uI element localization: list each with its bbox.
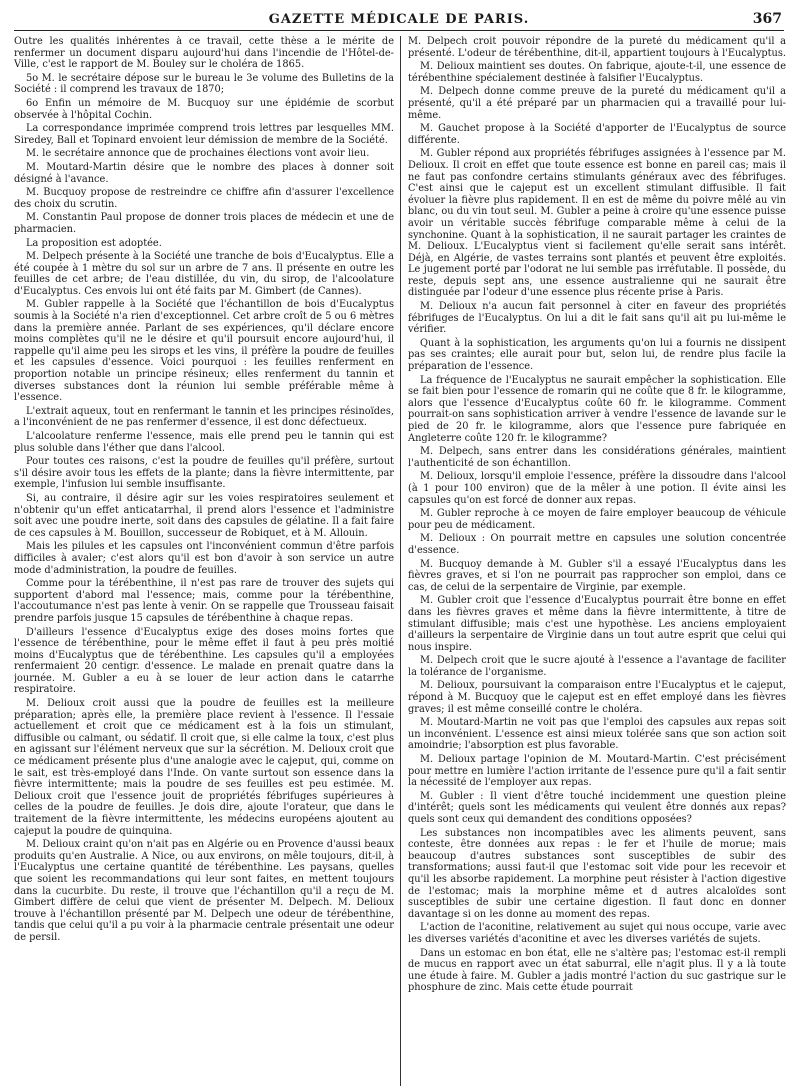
paragraph: L'action de l'aconitine, relativement au sujet qui nous occupe, varie avec les diverses variétés d'aconitine et avec les diverses variétés de sujets.: [408, 922, 786, 945]
paragraph: M. Gubler : Il vient d'être touché incidemment une question pleine d'intérêt; quels sont les médicaments qui veulent être donnés aux repas? quels sont ceux qui demandent des conditions opposées?: [408, 790, 786, 825]
paragraph: M. Delioux croit aussi que la poudre de feuilles est la meilleure préparation; après elle, la première place revient à l'essence. Il l'essaie actuellement et croit que ce médicament est à la fois un stimulant, diffusible ou calmant, ou sédatif. Il croit que, si elle calme la toux, c'est plus en agissant sur l'élément nerveux que sur la sécrétion. M. Delioux croit que ce médicament présente plus d'une analogie avec le cajeput, qui, comme on le sait, est très-employé dans l'Inde. On vante surtout son essence dans la fièvre intermittente; mais la poudre de ses feuilles est peu estimée. M. Delioux croit que l'essence jouit de propriétés fébrifuges supérieures à celles de la poudre de feuilles. Je dois dire, ajoute l'orateur, que dans le traitement de la fièvre intermittente, les médecins européens ajoutent au cajeput la poudre de quinquina.: [14, 698, 394, 837]
paragraph: La proposition est adoptée.: [26, 237, 162, 249]
paragraph: L'extrait aqueux, tout en renfermant le tannin et les principes résinoïdes, a l'inconvénient de ne pas renfermer d'essence, il est donc défectueux.: [14, 405, 394, 429]
paragraph: M. Bucquoy demande à M. Gubler s'il a essayé l'Eucalyptus dans les fièvres graves, et si l'on ne pourrait pas rapprocher son emploi, dans ce cas, de celui de la serpentaire de Virginie, par exemple.: [408, 558, 786, 593]
paragraph: M. Delioux, poursuivant la comparaison entre l'Eucalyptus et le cajeput, répond à M. Bucquoy que le cajeput est en effet employé dans les fièvres graves; il est même conseillé contre le choléra.: [408, 680, 786, 715]
paragraph: Si, au contraire, il désire agir sur les voies respiratoires seulement et n'obtenir qu'un effet anticatarrhal, il prend alors l'essence et l'administre soit avec une poudre inerte, soit dans des capsules de gélatine. Il a fait faire de ces capsules à M. Bouillon, successeur de Robiquet, et à M. Allouin.: [14, 492, 394, 539]
paragraph: 6o Enfin un mémoire de M. Bucquoy sur une épidémie de scorbut observée à l'hôpital Cochin.: [14, 97, 394, 121]
paragraph: Mais les pilules et les capsules ont l'inconvénient commun d'être parfois difficiles à avaler; c'est alors qu'il est bon d'avoir à son service un autre mode d'administration, la poudre de feuilles.: [14, 541, 394, 576]
paragraph: M. le secrétaire annonce que de prochaines élections vont avoir lieu.: [26, 148, 370, 160]
paragraph: M. Delpech croit que le sucre ajouté à l'essence a l'avantage de faciliter la tolérance de l'organisme.: [408, 655, 786, 678]
paragraph: M. Delpech, sans entrer dans les considérations générales, maintient l'authenticité de son échantillon.: [408, 446, 786, 469]
paragraph: L'alcoolature renferme l'essence, mais elle prend peu le tannin qui est plus soluble dans l'éther que dans l'alcool.: [14, 431, 394, 454]
paragraph: 5o M. le secrétaire dépose sur le bureau le 3e volume des Bulletins de la Société : il comprend les travaux de 1870;: [14, 72, 394, 96]
paragraph: M. Gubler croit que l'essence d'Eucalyptus pourrait être bonne en effet dans les fièvres graves et même dans la fièvre intermittente, à titre de stimulant diffusible; mais c'est une hypothèse. Les anciens employaient d'ailleurs la serpentaire de Virginie dans un tout autre esprit que celui qui nous inspire.: [408, 595, 786, 653]
paragraph: M. Gubler répond aux propriétés fébrifuges assignées à l'essence par M. Delioux. Il croit en effet que toute essence est bonne en pareil cas; mais il ne faut pas confondre certains stimulants généraux avec des fébrifuges. C'est ainsi que le cajeput est un excellent stimulant diffusible. Il fait évoluer la fièvre plus rapidement. Il en est de même du poivre mêlé au vin blanc, ou du vin tout seul. M. Gubler a peine à croire qu'une essence puisse avoir un véritable succès fébrifuge comparable même à celui de la synchonine. Quant à la sophistication, il ne saurait partager les craintes de M. Delioux. L'Eucalyptus vient si facilement qu'elle serait sans intérêt. Déjà, en Algérie, de vastes terrains sont plantés et peuvent être exploités. Le jugement porté par l'odorat ne lui semble pas irréfutable. Il possède, du reste, depuis sept ans, une essence australienne qui ne saurait être distinguée par l'odeur d'une essence plus récente prise à Paris.: [408, 148, 786, 299]
right-column: [408, 36, 786, 1086]
paragraph: Pour toutes ces raisons, c'est la poudre de feuilles qu'il préfère, surtout s'il désire avoir tous les effets de la plante; dans la fièvre intermittente, par exemple, l'infusion lui semble insuffisante.: [14, 456, 394, 491]
page-number: 367: [752, 11, 782, 27]
paragraph: D'ailleurs l'essence d'Eucalyptus exige des doses moins fortes que l'essence de térébenthine, pour le même effet il faut à peu près moitié moins d'Eucalyptus que de térébenthine. Les capsules qu'il a employées renfermaient 20 centigr. d'essence. Le malade en prenait quatre dans la journée. M. Gubler a eu à se louer de leur action dans le catarrhe respiratoire.: [14, 626, 394, 696]
paragraph: Comme pour la térébenthine, il n'est pas rare de trouver des sujets qui supportent d'abord mal l'essence; mais, comme pour la térébenthine, l'accoutumance n'est pas lente à venir. On se rappelle que Trousseau faisait prendre parfois jusque 15 capsules de térébenthine à chaque repas.: [14, 578, 394, 624]
paragraph: M. Constantin Paul propose de donner trois places de médecin et une de pharmacien.: [14, 212, 394, 235]
paragraph: M. Delioux maintient ses doutes. On fabrique, ajoute-t-il, une essence de térébenthine spécialement destinée à falsifier l'Eucalyptus.: [408, 61, 786, 84]
paragraph: M. Moutard-Martin désire que le nombre des places à donner soit désigné à l'avance.: [14, 161, 394, 185]
paragraph: M. Bucquoy propose de restreindre ce chiffre afin d'assurer l'excellence des choix du scrutin.: [14, 187, 394, 210]
paragraph: La correspondance imprimée comprend trois lettres par lesquelles MM. Siredey, Ball et Topinard envoient leur démission de membre de la Société.: [14, 123, 394, 146]
paragraph: M. Gubler rappelle à la Société que l'échantillon de bois d'Eucalyptus soumis à la Société n'a rien d'exceptionnel. Cet arbre croît de 5 ou 6 mètres dans la première année. Parlant de ses expériences, qu'il déclare encore moins complètes qu'il ne le désire et qu'il poursuit encore aujourd'hui, il rappelle qu'il aime peu les sirops et les vins, il préfère la poudre de feuilles et les capsules d'essence. Voici pourquoi : les feuilles renferment en proportion notable un principe résineux; elles renferment du tannin et diverses substances dont la réunion lui semble préférable même à l'essence.: [14, 299, 394, 404]
column-divider: [400, 36, 401, 1086]
paragraph: M. Delioux, lorsqu'il emploie l'essence, préfère la dissoudre dans l'alcool (à 1 pour 100 environ) que de la mêler à une potion. Il évite ainsi les capsules qu'on est forcé de donner aux repas.: [408, 471, 786, 506]
paragraph: M. Delioux n'a aucun fait personnel à citer en faveur des propriétés fébrifuges de l'Eucalyptus. On lui a dit le fait sans qu'il ait pu lui-même le vérifier.: [408, 301, 786, 336]
paragraph: M. Delioux : On pourrait mettre en capsules une solution concentrée d'essence.: [408, 533, 786, 556]
page-header: [14, 8, 784, 31]
paragraph: M. Moutard-Martin ne voit pas que l'emploi des capsules aux repas soit un inconvénient. L'essence est ainsi mieux tolérée sans que son action soit amoindrie; l'absorption est plus favorable.: [408, 717, 786, 752]
paragraph: Quant à la sophistication, les arguments qu'on lui a fournis ne dissipent pas ses craintes; elle aurait pour but, selon lui, de rendre plus facile la préparation de l'essence.: [408, 337, 786, 373]
paragraph: M. Delioux partage l'opinion de M. Moutard-Martin. C'est précisément pour mettre en lumière l'action irritante de l'essence pure qu'il a fait sentir la nécessité de l'employer aux repas.: [408, 754, 786, 789]
paragraph: M. Gauchet propose à la Société d'apporter de l'Eucalyptus de source différente.: [408, 123, 786, 146]
paragraph: M. Delpech présente à la Société une tranche de bois d'Eucalyptus. Elle a été coupée à 1 mètre du sol sur un arbre de 7 ans. Il présente en outre les feuilles de cet arbre; de l'eau distillée, du vin, du sirop, de l'alcoolature d'Eucalyptus. Ces envois lui ont été faits par M. Gimbert (de Cannes).: [14, 251, 394, 297]
paragraph: Les substances non incompatibles avec les aliments peuvent, sans conteste, être données aux repas : le fer et l'huile de morue; mais beaucoup d'autres substances sont susceptibles de subir des transformations; aussi faut-il que l'estomac soit vide pour les recevoir et qu'il les absorbe rapidement. La morphine peut résister à l'action digestive de l'estomac; mais la morphine même et d autres alcaloïdes sont susceptibles de subir une certaine digestion. Il faut donc en donner davantage si on les donne au moment des repas.: [408, 827, 786, 920]
paragraph: Outre les qualités inhérentes à ce travail, cette thèse a le mérite de renfermer un document disparu aujourd'hui dans l'incendie de l'Hôtel-de-Ville, c'est le rapport de M. Bouley sur le choléra de 1865.: [14, 36, 394, 71]
journal-title: GAZETTE MÉDICALE DE PARIS.: [268, 12, 530, 27]
paragraph: Dans un estomac en bon état, elle ne s'altère pas; l'estomac est-il rempli de mucus en rapport avec un état saburral, elle n'agit plus. Il y a là toute une étude à faire. M. Gubler a jadis montré l'action du suc gastrique sur le phosphure de zinc. Mais cette étude pourrait: [408, 947, 786, 994]
paragraph: M. Gubler reproche à ce moyen de faire employer beaucoup de véhicule pour peu de médicament.: [408, 508, 786, 531]
left-column: [14, 36, 394, 1086]
paragraph: M. Delpech donne comme preuve de la pureté du médicament qu'il a présenté, qu'il a été préparé par un pharmacien qui a travaillé pour lui-même.: [408, 86, 786, 121]
paragraph: M. Delpech croit pouvoir répondre de la pureté du médicament qu'il a présenté. L'odeur de térébenthine, dit-il, appartient toujours à l'Eucalyptus.: [408, 36, 786, 59]
paragraph: M. Delioux craint qu'on n'ait pas en Algérie ou en Provence d'aussi beaux produits qu'en Australie. A Nice, ou aux environs, on mêle toujours, dit-il, à l'Eucalyptus une certaine quantité de térébenthine. Les paysans, quelles que soient les recommandations qui leur sont faites, en mettent toujours dans la cucurbite. Du reste, il trouve que l'échantillon qu'il a reçu de M. Gimbert diffère de celui que vient de présenter M. Delpech. M. Delioux trouve à l'échantillon présenté par M. Delpech une odeur de térébenthine, tandis que celui qu'il a pu voir à la pharmacie centrale présentait une odeur de persil.: [14, 839, 394, 943]
paragraph: La fréquence de l'Eucalyptus ne saurait empêcher la sophistication. Elle se fait bien pour l'essence de romarin qui ne coûte que 8 fr. le kilogramme, alors que l'essence d'Eucalyptus coûte 60 fr. le kilogramme. Comment pourrait-on sans sophistication arriver à vendre l'essence de lavande sur le pied de 20 fr. le kilogramme, alors que l'essence pure fabriquée en Angleterre coûte 120 fr. le kilogramme?: [408, 374, 786, 444]
